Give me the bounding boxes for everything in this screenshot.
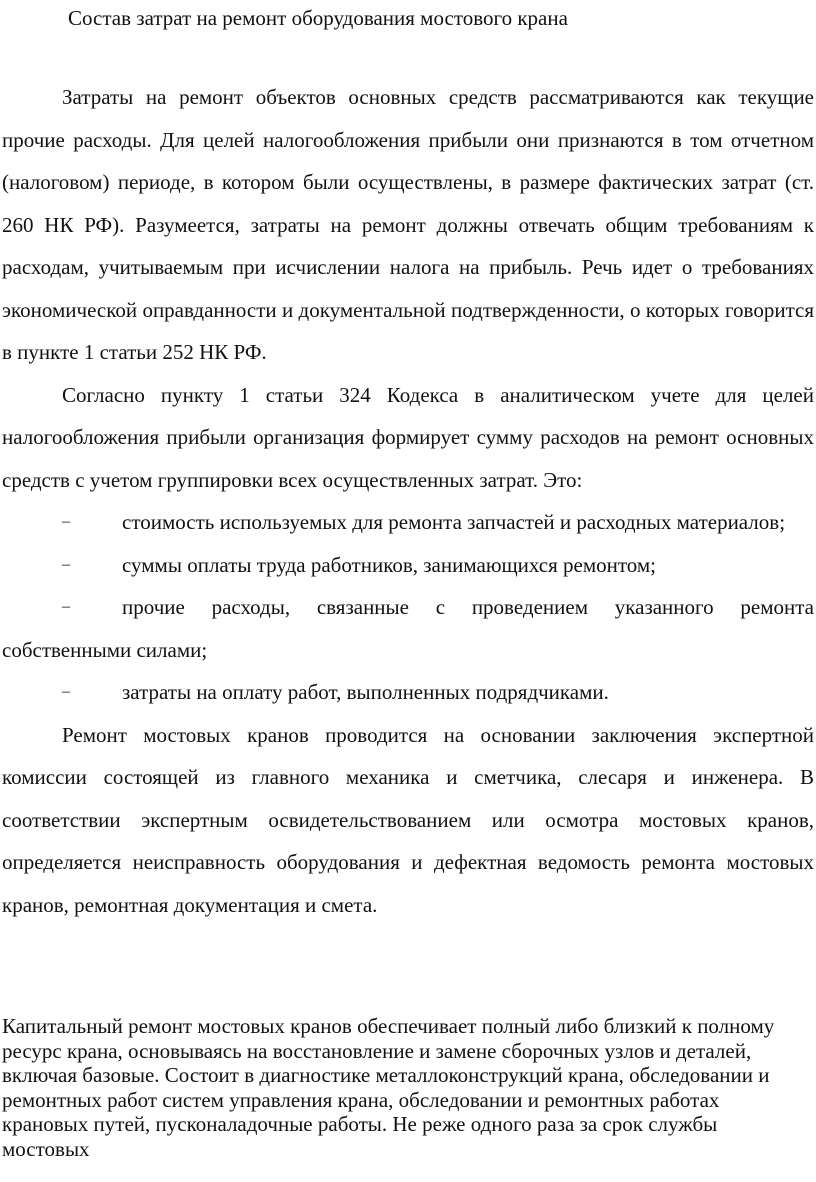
paragraph-repair-commission: Ремонт мостовых кранов проводится на основании заключения экспертной комиссии состоящей из главного механика и сметчика, слесаря и инженера. В соответствии экспертным освидетельствованием или осмотра мостовых кранов, определяется неисправность оборудования и дефектная ведомость ремонта мостовых кранов, ремонтная документация и смета. — [2, 722, 814, 917]
list-item-text: стоимость используемых для ремонта запчастей и расходных материалов; — [122, 510, 786, 534]
document-title: Состав затрат на ремонт оборудования мостового крана — [68, 6, 568, 30]
list-item — [2, 501, 814, 544]
paragraph-tax-expenses: Затраты на ремонт объектов основных средств рассматриваются как текущие прочие расходы. Для целей налогообложения прибыли они признаются в том отчетном (налоговом) периоде, в котором были осуществлены, в размере фактических затрат (ст. 260 НК РФ). Разумеется, затраты на ремонт должны отвечать общим требованиям к расходам, учитываемым при исчислении налога на прибыль. Речь идет о требованиях экономической оправданности и документальной подтвержденности, о которых говорится в пункте 1 статьи 252 НК РФ. — [2, 85, 814, 364]
cost-list — [2, 501, 814, 714]
list-item — [2, 544, 814, 587]
list-dash-icon: – — [62, 555, 70, 573]
list-item — [2, 586, 814, 671]
paragraph-analytic-accounting: Согласно пункту 1 статьи 324 Кодекса в аналитическом учете для целей налогообложения прибыли организация формирует сумму расходов на ремонт основных средств с учетом группировки всех осуществленных затрат. Это: — [2, 382, 814, 492]
document-body — [2, 76, 814, 926]
list-dash-icon: – — [62, 683, 70, 700]
list-dash-icon: – — [62, 598, 70, 615]
paragraph-capital-repair: Капитальный ремонт мостовых кранов обеспечивает полный либо близкий к полному ресурс крана, основываясь на восстановление и замене сборочных узлов и деталей, включая базовые. Состоит в диагностике металлоконструкций крана, обследовании и ремонтных работ систем управления крана, обследовании и ремонтных работах крановых путей, пусконаладочные работы. Не реже одного раза за срок службы мостовых — [2, 1014, 775, 1161]
list-dash-icon: – — [62, 513, 70, 530]
list-item-text: затраты на оплату работ, выполненных подрядчиками. — [122, 680, 609, 704]
list-item-text: суммы оплаты труда работников, занимающихся ремонтом; — [122, 552, 657, 577]
list-item-text: прочие расходы, связанные с проведением указанного ремонта собственными силами; — [2, 595, 814, 662]
list-item — [2, 671, 814, 714]
